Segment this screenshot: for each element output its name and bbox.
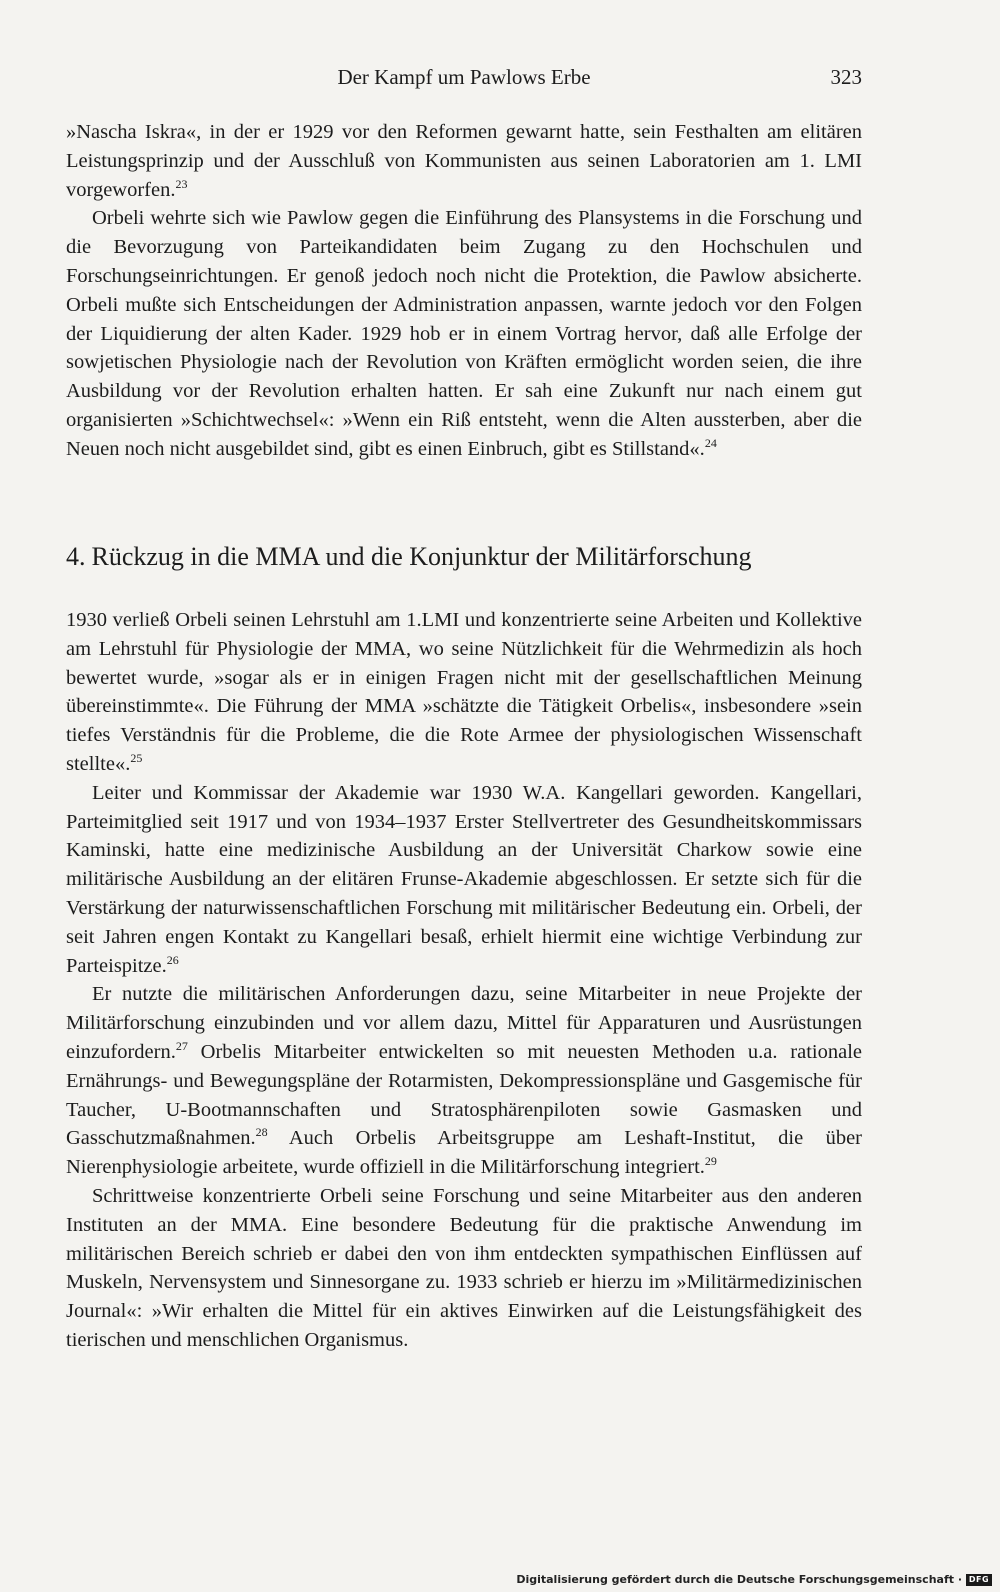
paragraph-text: Orbeli wehrte sich wie Pawlow gegen die Einführung des Plansystems in die Forschung und die Bevorzugung von Parteikandidaten beim Zugang zu den Hochschulen und Forschungseinrichtungen. Er genoß jedoch noch nicht die Protektion, die Pawlow absicherte. Orbeli mußte sich Entscheidungen der Administration anpassen, warnte jedoch vor den Folgen der Liquidierung der alten Kader. 1929 hob er in einem Vortrag hervor, daß alle Erfolge der sowjetischen Physiologie nach der Revolution von Kräften ermöglicht worden seien, die ihre Ausbildung vor der Revolution erhalten hatten. Er sah eine Zukunft nur nach einem gut organisierten »Schichtwechsel«: »Wenn ein Riß entsteht, wenn die Alten aussterben, aber die Neuen noch nicht ausgebildet sind, gibt es einen Einbruch, gibt es Stillstand«. [66, 207, 862, 460]
digitization-footer [516, 1573, 992, 1586]
footnote-ref: 27 [175, 1038, 188, 1053]
paragraph-text: Er nutzte die militärischen Anforderungen dazu, seine Mitarbeiter in neue Projekte der Militärforschung einzubinden und vor allem dazu, Mittel für Apparaturen und Ausrüstungen einzufordern. [66, 983, 862, 1063]
running-head [66, 62, 862, 92]
dfg-logo: DFG [966, 1574, 992, 1586]
paragraph-text: Orbelis Mitarbeiter entwickelten so mit neuesten Methoden u.a. rationale Ernährungs- und Bewegungspläne der Rotarmisten, Dekompressionspläne und Gasgemische für Taucher, U-Bootmannschaften und Stratosphärenpiloten sowie Gasmasken und Gasschutzmaßnahmen. [66, 1040, 862, 1150]
running-head-title: Der Kampf um Pawlows Erbe [337, 65, 591, 89]
paragraph-text: »Nascha Iskra«, in der er 1929 vor den Reformen gewarnt hatte, sein Festhalten am elitären Leistungsprinzip und der Ausschluß von Kommunisten aus seinen Laboratorien am 1. LMI vorgeworfen. [66, 121, 862, 201]
footnote-ref: 28 [255, 1125, 268, 1140]
section-title: Rückzug in die MMA und die Konjunktur der Militärforschung [91, 542, 752, 571]
paragraph [66, 606, 862, 779]
section-number: 4. [66, 542, 86, 571]
paragraph [66, 980, 862, 1182]
paragraph [66, 1182, 862, 1355]
paragraph-text: 1930 verließ Orbeli seinen Lehrstuhl am 1.LMI und konzentrierte seine Arbeiten und Kollektive am Lehrstuhl für Physiologie der MMA, wo seine Nützlichkeit für die Wehrmedizin als hoch bewertet wurde, »sogar als er in einigen Fragen nicht mit der gesellschaftlichen Meinung übereinstimmte«. Die Führung der MMA »schätzte die Tätigkeit Orbelis«, insbesondere »sein tiefes Verständnis für die Probleme, die die Rote Armee der physiologischen Wissenschaft stellte«. [66, 609, 862, 775]
section-heading [66, 540, 862, 574]
footer-text: Digitalisierung gefördert durch die Deutsche Forschungsgemeinschaft · [516, 1573, 962, 1586]
paragraph [66, 204, 862, 463]
paragraph [66, 779, 862, 981]
footnote-ref: 29 [704, 1154, 717, 1169]
footnote-ref: 24 [704, 435, 717, 450]
paragraph-text: Schrittweise konzentrierte Orbeli seine Forschung und seine Mitarbeiter aus den anderen Instituten an der MMA. Eine besondere Bedeutung für die praktische Anwendung im militärischen Bereich schrieb er dabei den von ihm entdeckten sympathischen Einflüssen auf Muskeln, Nervensystem und Sinnesorgane zu. 1933 schrieb er hierzu im »Militärmedizinischen Journal«: »Wir erhalten die Mittel für ein aktives Einwirken auf die Leistungsfähigkeit des tierischen und menschlichen Organismus. [66, 1184, 862, 1351]
text-block-before-section [66, 118, 862, 464]
footnote-ref: 23 [175, 176, 188, 191]
footnote-ref: 25 [130, 750, 143, 765]
paragraph [66, 118, 862, 204]
paragraph-text: Leiter und Kommissar der Akademie war 1930 W.A. Kangellari geworden. Kangellari, Parteimitglied seit 1917 und von 1934–1937 Erster Stellvertreter des Gesundheitskommissars Kaminski, hatte eine medizinische Ausbildung an der Universität Charkow sowie eine militärische Ausbildung an der elitären Frunse-Akademie abgeschlossen. Er setzte sich für die Verstärkung der naturwissenschaftlichen Forschung mit militärischer Bedeutung ein. Orbeli, der seit Jahren engen Kontakt zu Kangellari besaß, erhielt hiermit eine wichtige Verbindung zur Parteispitze. [66, 781, 862, 977]
text-block-section-4 [66, 606, 862, 1355]
page-number: 323 [830, 65, 862, 89]
footnote-ref: 26 [166, 952, 179, 967]
paragraph-text: Auch Orbelis Arbeitsgruppe am Leshaft-Institut, die über Nierenphysiologie arbeitete, wurde offiziell in die Militärforschung integriert. [66, 1127, 862, 1179]
